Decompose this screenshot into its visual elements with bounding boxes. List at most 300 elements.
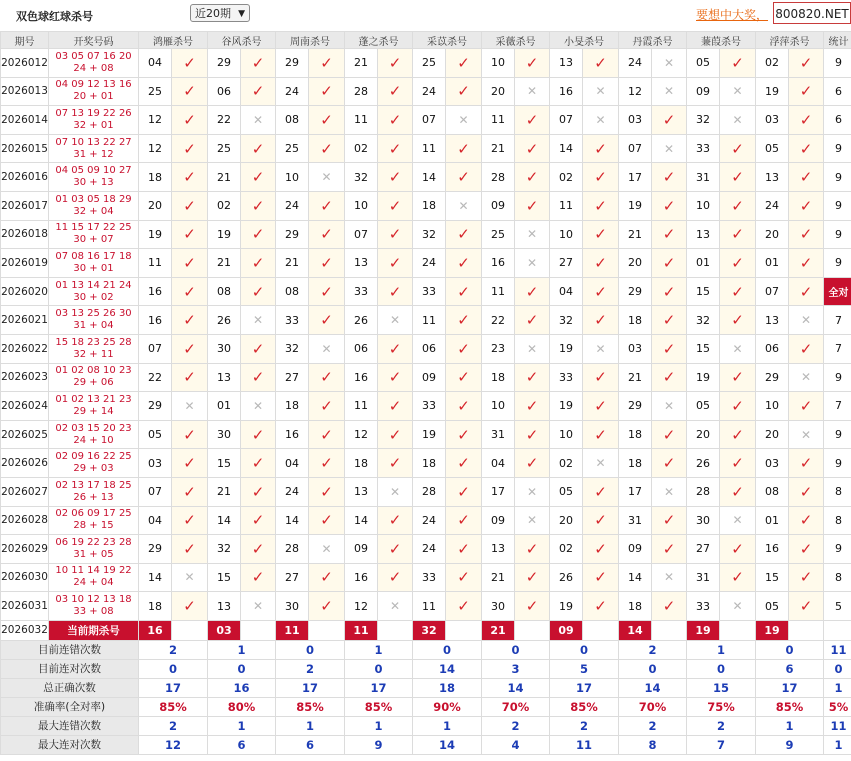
- check-icon: ✓: [594, 311, 607, 330]
- kill-pick: 19: [756, 77, 789, 106]
- kill-pick: 13: [482, 535, 515, 564]
- kill-pick: 13: [756, 163, 789, 192]
- result-mark: [652, 420, 687, 449]
- stat-value: 8: [619, 735, 687, 754]
- result-mark: [309, 563, 345, 592]
- result-mark: [515, 77, 550, 106]
- check-icon: ✓: [594, 53, 607, 72]
- check-icon: ✓: [525, 597, 539, 616]
- cross-icon: ✕: [595, 341, 606, 356]
- draw-numbers: [49, 106, 139, 135]
- stat-value: 16: [208, 678, 276, 697]
- period-cell: 2026026: [1, 449, 49, 478]
- result-mark: [720, 363, 756, 392]
- check-icon: ✓: [799, 225, 813, 244]
- stat-label: 准确率(全对率): [1, 697, 139, 716]
- check-icon: ✓: [594, 482, 607, 501]
- check-icon: ✓: [662, 196, 676, 215]
- result-mark: [789, 334, 824, 363]
- check-icon: ✓: [457, 282, 470, 301]
- period-cell: 2026014: [1, 106, 49, 135]
- result-mark: [720, 392, 756, 421]
- result-mark: [309, 106, 345, 135]
- stat-value: 12: [139, 735, 208, 754]
- result-mark: [172, 363, 208, 392]
- check-icon: ✓: [320, 311, 333, 330]
- check-icon: ✓: [251, 454, 265, 473]
- check-icon: ✓: [662, 425, 676, 444]
- result-mark: [241, 306, 276, 335]
- result-mark: [172, 306, 208, 335]
- kill-pick: 17: [619, 477, 652, 506]
- draw-line: 29 + 06: [73, 377, 114, 389]
- result-mark: [583, 277, 619, 306]
- stat-value: 0: [208, 659, 276, 678]
- kill-pick: 11: [482, 277, 515, 306]
- result-mark: [720, 191, 756, 220]
- draw-numbers: [49, 306, 139, 335]
- kill-pick: 25: [276, 134, 309, 163]
- result-mark: [720, 334, 756, 363]
- kill-pick: 33: [413, 277, 446, 306]
- check-icon: ✓: [457, 253, 470, 272]
- kill-pick: 24: [276, 77, 309, 106]
- stat-value: 17: [550, 678, 619, 697]
- kill-pick: 24: [276, 477, 309, 506]
- kill-pick: 18: [139, 592, 172, 621]
- result-mark: [789, 163, 824, 192]
- kill-pick: 05: [756, 134, 789, 163]
- promo-link[interactable]: 要想中大奖，: [696, 8, 769, 22]
- kill-pick: 13: [345, 477, 378, 506]
- check-icon: ✓: [799, 454, 813, 473]
- kill-pick: 19: [550, 592, 583, 621]
- draw-line: 01 02 13 21 23: [55, 393, 132, 405]
- result-mark: [378, 563, 413, 592]
- draw-line: 07 10 13 22 27: [55, 136, 132, 148]
- check-icon: ✓: [525, 539, 539, 558]
- empty-cell: [241, 620, 276, 640]
- check-icon: ✓: [388, 253, 402, 272]
- kill-pick: 09: [619, 535, 652, 564]
- result-mark: [241, 392, 276, 421]
- result-mark: [652, 77, 687, 106]
- result-mark: [172, 77, 208, 106]
- check-icon: ✓: [183, 511, 196, 530]
- check-icon: ✓: [320, 368, 333, 387]
- stat-value: 15: [687, 678, 756, 697]
- check-icon: ✓: [731, 168, 744, 187]
- kill-pick: 16: [550, 77, 583, 106]
- result-mark: [446, 563, 482, 592]
- check-icon: ✓: [731, 53, 744, 72]
- draw-line: 07 13 19 22 26: [55, 107, 132, 119]
- result-mark: [789, 592, 824, 621]
- result-mark: [446, 163, 482, 192]
- result-mark: [583, 592, 619, 621]
- check-icon: ✓: [320, 597, 333, 616]
- check-icon: ✓: [320, 282, 333, 301]
- stat-value: 2: [139, 640, 208, 659]
- check-icon: ✓: [525, 110, 539, 129]
- result-mark: [172, 134, 208, 163]
- result-mark: [446, 420, 482, 449]
- period-cell: 2026019: [1, 249, 49, 278]
- stat-value: 2: [687, 716, 756, 735]
- result-mark: [241, 477, 276, 506]
- draw-numbers: [49, 420, 139, 449]
- current-pick: 19: [687, 620, 720, 640]
- result-mark: [720, 506, 756, 535]
- check-icon: ✓: [457, 82, 470, 101]
- check-icon: ✓: [799, 282, 813, 301]
- draw-line: 02 13 17 18 25: [55, 479, 132, 491]
- stat-value: 6: [208, 735, 276, 754]
- kill-pick: 11: [345, 392, 378, 421]
- stat-value: 70%: [619, 697, 687, 716]
- result-mark: [652, 334, 687, 363]
- table-row: [1, 506, 851, 535]
- stat-value: 9: [756, 735, 824, 754]
- period-cell: 2026015: [1, 134, 49, 163]
- stat-value: 85%: [756, 697, 824, 716]
- result-mark: [378, 220, 413, 249]
- tally-cell: 8: [824, 563, 851, 592]
- result-mark: [789, 392, 824, 421]
- stat-value: 9: [345, 735, 413, 754]
- cross-icon: ✕: [389, 313, 401, 328]
- draw-numbers: [49, 163, 139, 192]
- period-select[interactable]: [190, 4, 250, 22]
- check-icon: ✓: [525, 196, 539, 215]
- stat-value: 1: [276, 716, 345, 735]
- result-mark: [172, 506, 208, 535]
- result-mark: [652, 106, 687, 135]
- kill-pick: 10: [756, 392, 789, 421]
- result-mark: [241, 49, 276, 78]
- kill-pick: 32: [550, 306, 583, 335]
- draw-line: 28 + 15: [73, 520, 114, 532]
- kill-pick: 21: [482, 563, 515, 592]
- kill-pick: 29: [139, 535, 172, 564]
- result-mark: [720, 592, 756, 621]
- kill-pick: 11: [345, 106, 378, 135]
- kill-pick: 05: [687, 392, 720, 421]
- period-cell: 2026028: [1, 506, 49, 535]
- kill-pick: 24: [276, 191, 309, 220]
- result-mark: [241, 506, 276, 535]
- check-icon: ✓: [183, 368, 196, 387]
- check-icon: ✓: [594, 539, 607, 558]
- kill-pick: 18: [619, 420, 652, 449]
- stat-value: 0: [413, 640, 482, 659]
- kill-pick: 07: [550, 106, 583, 135]
- table-row: [1, 392, 851, 421]
- result-mark: [172, 249, 208, 278]
- kill-pick: 18: [413, 449, 446, 478]
- result-mark: [720, 306, 756, 335]
- result-mark: [515, 535, 550, 564]
- kill-pick: 10: [550, 220, 583, 249]
- stat-tally: 5%: [824, 697, 851, 716]
- empty-cell: [378, 620, 413, 640]
- kill-pick: 02: [756, 49, 789, 78]
- kill-pick: 31: [482, 420, 515, 449]
- stat-label: 总正确次数: [1, 678, 139, 697]
- cross-icon: ✕: [526, 227, 538, 242]
- check-icon: ✓: [388, 368, 402, 387]
- stat-value: 2: [139, 716, 208, 735]
- result-mark: [720, 535, 756, 564]
- kill-pick: 29: [619, 392, 652, 421]
- kill-pick: 04: [482, 449, 515, 478]
- draw-line: 04 09 12 13 16: [55, 79, 132, 91]
- kill-pick: 12: [345, 420, 378, 449]
- cross-icon: ✕: [458, 198, 469, 213]
- kill-pick: 18: [345, 449, 378, 478]
- check-icon: ✓: [251, 482, 265, 501]
- current-pick: 21: [482, 620, 515, 640]
- draw-line: 31 + 04: [73, 320, 114, 332]
- result-mark: [515, 506, 550, 535]
- stat-label: 最大连对次数: [1, 735, 139, 754]
- kill-pick: 24: [413, 77, 446, 106]
- result-mark: [515, 191, 550, 220]
- result-mark: [309, 220, 345, 249]
- stat-value: 17: [756, 678, 824, 697]
- kill-pick: 32: [687, 306, 720, 335]
- result-mark: [172, 392, 208, 421]
- col-expert: 丹霞杀号: [619, 32, 687, 49]
- kill-pick: 29: [208, 49, 241, 78]
- kill-pick: 30: [276, 592, 309, 621]
- kill-pick: 33: [687, 134, 720, 163]
- draw-line: 29 + 14: [73, 405, 114, 417]
- draw-numbers: [49, 220, 139, 249]
- result-mark: [652, 563, 687, 592]
- kill-pick: 15: [756, 563, 789, 592]
- result-mark: [583, 363, 619, 392]
- kill-pick: 05: [756, 592, 789, 621]
- result-mark: [515, 220, 550, 249]
- kill-pick: 33: [413, 563, 446, 592]
- check-icon: ✓: [320, 253, 333, 272]
- cross-icon: ✕: [663, 484, 675, 499]
- check-icon: ✓: [799, 396, 813, 415]
- cross-icon: ✕: [526, 255, 538, 270]
- check-icon: ✓: [388, 568, 402, 587]
- check-icon: ✓: [594, 253, 607, 272]
- period-cell: 2026018: [1, 220, 49, 249]
- check-icon: ✓: [525, 53, 539, 72]
- stat-value: 85%: [345, 697, 413, 716]
- kill-pick: 32: [208, 535, 241, 564]
- result-mark: [789, 477, 824, 506]
- stat-value: 85%: [550, 697, 619, 716]
- draw-line: 32 + 04: [73, 205, 114, 217]
- stat-value: 7: [687, 735, 756, 754]
- result-mark: [583, 249, 619, 278]
- stat-row: [1, 716, 851, 735]
- draw-numbers: [49, 49, 139, 78]
- check-icon: ✓: [251, 139, 265, 158]
- kill-pick: 01: [687, 249, 720, 278]
- check-icon: ✓: [457, 139, 470, 158]
- draw-line: 03 05 07 16 20: [55, 50, 132, 62]
- current-pick: 32: [413, 620, 446, 640]
- result-mark: [446, 334, 482, 363]
- check-icon: ✓: [457, 53, 470, 72]
- result-mark: [309, 392, 345, 421]
- stat-value: 3: [482, 659, 550, 678]
- tally-cell: 9: [824, 191, 851, 220]
- table-row: [1, 249, 851, 278]
- result-mark: [583, 106, 619, 135]
- stat-value: 85%: [139, 697, 208, 716]
- kill-pick: 08: [208, 277, 241, 306]
- check-icon: ✓: [457, 482, 470, 501]
- check-icon: ✓: [183, 82, 196, 101]
- kill-pick: 13: [687, 220, 720, 249]
- stat-value: 0: [276, 640, 345, 659]
- check-icon: ✓: [662, 311, 676, 330]
- draw-numbers: [49, 77, 139, 106]
- cross-icon: ✕: [389, 484, 401, 499]
- table-row: [1, 477, 851, 506]
- result-mark: [446, 477, 482, 506]
- kill-pick: 10: [345, 191, 378, 220]
- stat-tally: 11: [824, 640, 851, 659]
- result-mark: [378, 592, 413, 621]
- cross-icon: ✕: [458, 112, 469, 127]
- check-icon: ✓: [594, 511, 607, 530]
- check-icon: ✓: [594, 425, 607, 444]
- col-expert: 蓬之杀号: [345, 32, 413, 49]
- result-mark: [172, 563, 208, 592]
- period-cell: 2026016: [1, 163, 49, 192]
- result-mark: [720, 77, 756, 106]
- draw-line: 31 + 12: [73, 148, 114, 160]
- result-mark: [789, 563, 824, 592]
- kill-pick: 25: [413, 49, 446, 78]
- result-mark: [446, 191, 482, 220]
- result-mark: [378, 449, 413, 478]
- stat-value: 1: [345, 716, 413, 735]
- cross-icon: ✕: [526, 341, 538, 356]
- stat-row: [1, 640, 851, 659]
- col-expert: 谷风杀号: [208, 32, 276, 49]
- kill-pick: 29: [619, 277, 652, 306]
- kill-pick: 11: [413, 306, 446, 335]
- kill-pick: 20: [756, 420, 789, 449]
- tally-cell: 9: [824, 220, 851, 249]
- kill-pick: 14: [619, 563, 652, 592]
- kill-pick: 19: [208, 220, 241, 249]
- result-mark: [378, 334, 413, 363]
- cross-icon: ✕: [800, 313, 812, 328]
- check-icon: ✓: [799, 110, 813, 129]
- result-mark: [652, 306, 687, 335]
- result-mark: [446, 134, 482, 163]
- check-icon: ✓: [183, 225, 196, 244]
- stat-value: 1: [413, 716, 482, 735]
- check-icon: ✓: [320, 53, 333, 72]
- check-icon: ✓: [799, 597, 813, 616]
- check-icon: ✓: [731, 396, 744, 415]
- result-mark: [378, 134, 413, 163]
- stat-value: 80%: [208, 697, 276, 716]
- stat-value: 14: [413, 735, 482, 754]
- result-mark: [172, 163, 208, 192]
- result-mark: [515, 449, 550, 478]
- check-icon: ✓: [799, 139, 813, 158]
- cross-icon: ✕: [800, 370, 812, 385]
- kill-pick: 16: [276, 420, 309, 449]
- tally-cell: 7: [824, 392, 851, 421]
- check-icon: ✓: [457, 454, 470, 473]
- check-icon: ✓: [457, 597, 470, 616]
- check-icon: ✓: [183, 454, 196, 473]
- result-mark: [309, 363, 345, 392]
- kill-pick: 21: [619, 363, 652, 392]
- result-mark: [583, 420, 619, 449]
- result-mark: [652, 592, 687, 621]
- stat-value: 0: [756, 640, 824, 659]
- draw-numbers: [49, 249, 139, 278]
- result-mark: [446, 392, 482, 421]
- col-expert: 小旻杀号: [550, 32, 619, 49]
- result-mark: [583, 449, 619, 478]
- kill-pick: 16: [139, 277, 172, 306]
- kill-pick: 09: [482, 506, 515, 535]
- kill-pick: 32: [276, 334, 309, 363]
- check-icon: ✓: [662, 597, 676, 616]
- cross-icon: ✕: [252, 313, 264, 328]
- result-mark: [309, 134, 345, 163]
- draw-line: 24 + 10: [73, 434, 114, 446]
- check-icon: ✓: [731, 425, 744, 444]
- check-icon: ✓: [799, 568, 813, 587]
- table-row: [1, 306, 851, 335]
- result-mark: [378, 163, 413, 192]
- check-icon: ✓: [731, 196, 744, 215]
- cross-icon: ✕: [732, 112, 743, 127]
- check-icon: ✓: [388, 82, 402, 101]
- kill-pick: 10: [276, 163, 309, 192]
- check-icon: ✓: [183, 597, 196, 616]
- kill-pick: 21: [345, 49, 378, 78]
- site-badge[interactable]: 800820.NET: [773, 2, 851, 24]
- kill-pick: 02: [550, 535, 583, 564]
- kill-pick: 07: [756, 277, 789, 306]
- check-icon: ✓: [183, 339, 196, 358]
- check-icon: ✓: [388, 139, 402, 158]
- current-pick: 03: [208, 620, 241, 640]
- result-mark: [720, 563, 756, 592]
- kill-pick: 10: [482, 49, 515, 78]
- kill-pick: 21: [208, 163, 241, 192]
- cross-icon: ✕: [663, 141, 675, 156]
- kill-pick: 28: [482, 163, 515, 192]
- period-cell: 2026012: [1, 49, 49, 78]
- check-icon: ✓: [731, 539, 744, 558]
- stat-value: 2: [276, 659, 345, 678]
- result-mark: [241, 134, 276, 163]
- kill-pick: 12: [139, 106, 172, 135]
- kill-pick: 19: [550, 334, 583, 363]
- stat-value: 1: [345, 640, 413, 659]
- check-icon: ✓: [662, 511, 676, 530]
